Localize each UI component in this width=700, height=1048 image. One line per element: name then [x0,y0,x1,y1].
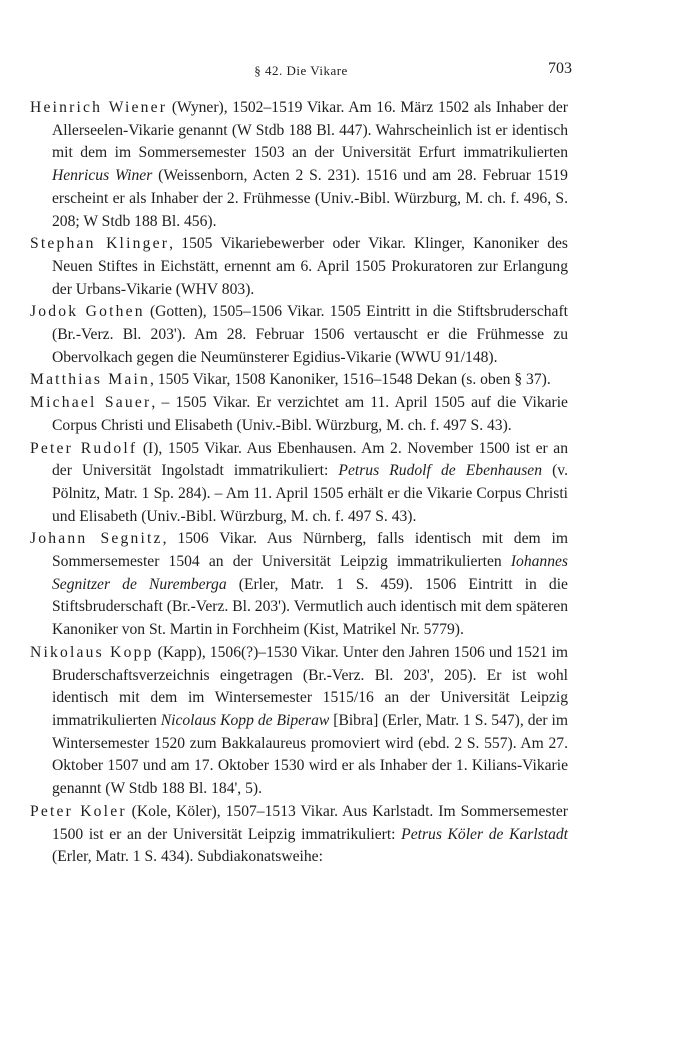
entry-name: Peter Koler [30,802,127,820]
running-head: § 42. Die Vikare [254,63,348,78]
entry-text: (Gotten), 1505–1506 Vikar. 1505 Eintritt in die Stiftsbruderschaft (Br.-Verz. Bl. 203'). Am 28. Februar 1506 vertauscht er die Frühmesse zu Obervolkach gegen die Neumünsterer Egidius-Vikarie (WWU 91/148). [52,303,568,366]
entry-italic-name: Henricus Winer [52,167,153,185]
entry-name: Matthias Main [30,371,150,389]
entry-name: Johann Segnitz [30,530,163,548]
entry [30,438,568,529]
entry-text: (I), 1505 Vikar. Aus Ebenhausen. Am 2. November 1500 ist er an der Universität Ingolstadt immatrikuliert: [52,439,568,480]
entry [30,97,568,233]
page-number: 703 [548,60,572,77]
entry-text: (Erler, Matr. 1 S. 434). Subdiakonatsweihe: [52,848,323,866]
entry [30,801,568,869]
entry-name: Stephan Klinger [30,235,170,253]
entry-text: (Wyner), 1502–1519 Vikar. Am 16. März 1502 als Inhaber der Allerseelen-Vikarie genannt (W Stdb 188 Bl. 447). Wahrscheinlich ist er identisch mit dem im Sommersemester 1503 an der Universität Erfurt immatrikulierten [52,99,569,162]
entry [30,642,568,801]
entry-text: [Bibra] (Erler, Matr. 1 S. 547), der im Wintersemester 1520 zum Bakkalaureus promoviert wird (ebd. 2 S. 557). Am 27. Oktober 1507 und am 17. Oktober 1530 wird er als Inhaber der 1. Kilians-Vikarie genannt (W Stdb 188 Bl. 184', 5). [52,711,568,798]
entry-italic-name: Iohannes Segnitzer de Nuremberga [52,553,568,593]
entry-italic-name: Petrus Köler de Karlstadt [401,825,568,843]
entry-text: , – 1505 Vikar. Er verzichtet am 11. April 1505 auf die Vikarie Corpus Christi und Elisabeth (Univ.-Bibl. Würzburg, M. ch. f. 497 S. 43). [52,394,568,434]
entry-italic-name: Petrus Rudolf de Ebenhausen [338,462,542,480]
entry [30,392,568,437]
entry-name: Jodok Gothen [30,303,145,321]
entry-text: , 1505 Vikariebewerber oder Vikar. Klinger, Kanoniker des Neuen Stiftes in Eichstätt, ernennt am 6. April 1505 Prokuratoren zur Erlangung der Urbans-Vikarie (WHV 803). [52,235,568,298]
page-header [30,60,572,82]
entry-text: (Kole, Köler), 1507–1513 Vikar. Aus Karlstadt. Im Sommersemester 1500 ist er an der Universität Leipzig immatrikuliert: [52,802,568,843]
entry [30,233,568,301]
entry-text: , 1505 Vikar, 1508 Kanoniker, 1516–1548 Dekan (s. oben § 37). [150,371,551,389]
entry-name: Michael Sauer [30,394,152,412]
entry-text: (Kapp), 1506(?)–1530 Vikar. Unter den Jahren 1506 und 1521 im Bruderschaftsverzeichnis eingetragen (Br.-Verz. Bl. 203', 205). Er ist wohl identisch mit dem im Wintersemester 1515/16 an der Universität Leipzig immatrikulierten [52,643,568,729]
entry-text: (Erler, Matr. 1 S. 459). 1506 Eintritt in die Stiftsbruderschaft (Br.-Verz. Bl. 203'). Vermutlich auch identisch mit dem späteren Kanoniker von St. Martin in Forchheim (Kist, Matrikel Nr. 5779). [52,575,568,639]
entries-body [30,97,568,869]
entry [30,301,568,369]
entry [30,369,568,392]
entry-text: (Weissenborn, Acten 2 S. 231). 1516 und am 28. Februar 1519 erscheint er als Inhaber der 2. Frühmesse (Univ.-Bibl. Würzburg, M. ch. f. 496, S. 208; W Stdb 188 Bl. 456). [52,167,568,230]
entry [30,528,568,642]
entry-text: , 1506 Vikar. Aus Nürnberg, falls identisch mit dem im Sommersemester 1504 an der Universität Leipzig immatrikulierten [52,530,568,571]
entry-italic-name: Nicolaus Kopp de Biperaw [160,711,330,729]
entry-name: Peter Rudolf [30,439,138,457]
entry-text: (v. Pölnitz, Matr. 1 Sp. 284). – Am 11. April 1505 erhält er die Vikarie Corpus Christi und Elisabeth (Univ.-Bibl. Würzburg, M. ch. f. 497 S. 43). [52,462,568,525]
entry-name: Nikolaus Kopp [30,643,154,661]
entry-name: Heinrich Wiener [30,99,168,116]
